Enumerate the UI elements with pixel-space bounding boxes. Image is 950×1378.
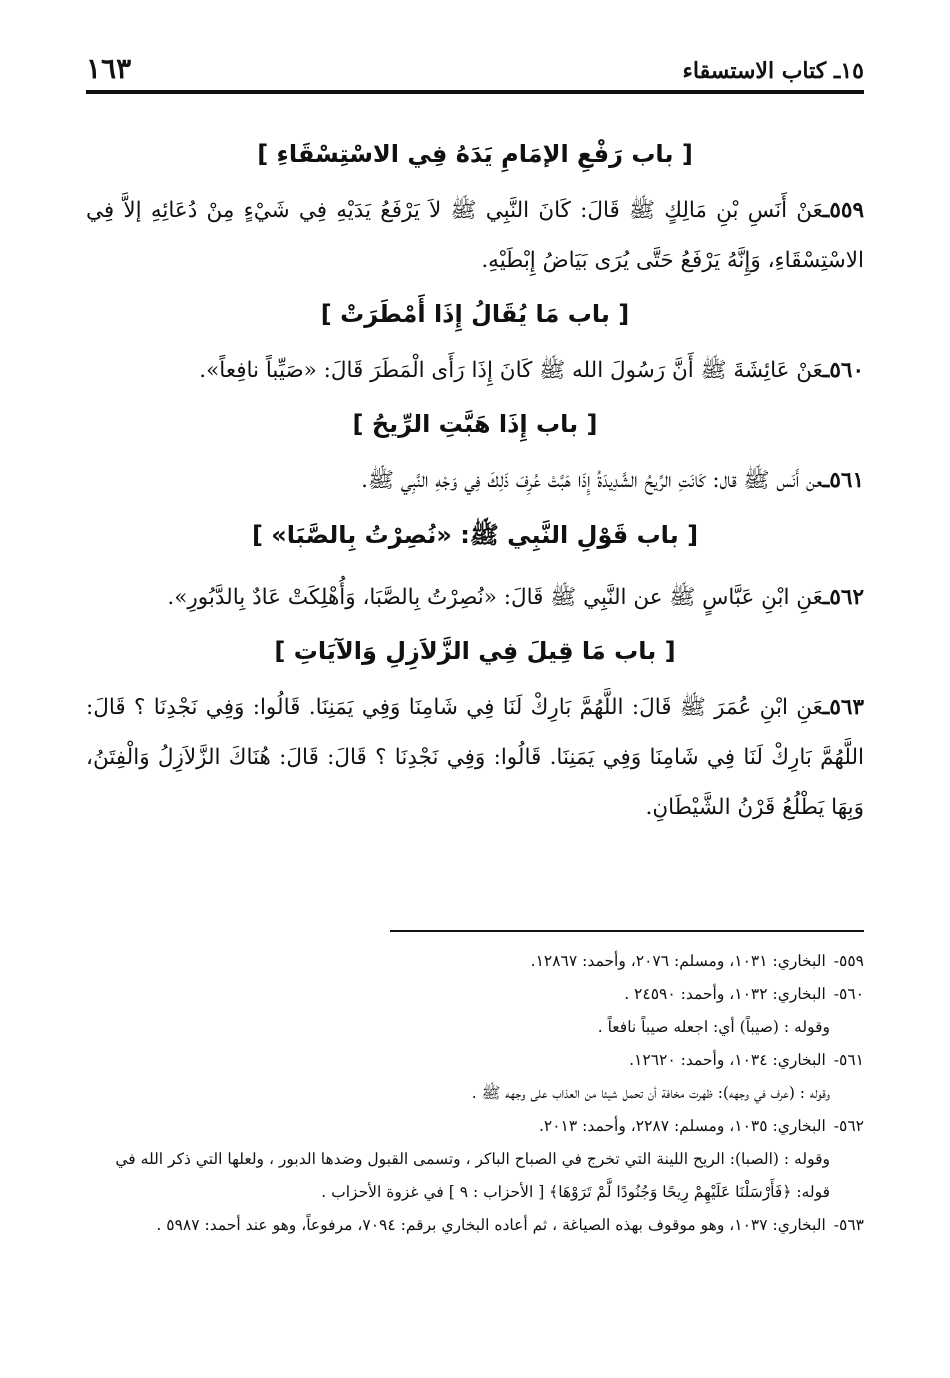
hadith-number: ٥٦٢ـ [823,585,864,610]
footnote-text: وقوله : (صيباً) أي: اجعله صيباً نافعاً . [597,1018,830,1036]
footnote-number: ٥٦٣- [833,1216,864,1234]
chapter-title: ١٥ـ كتاب الاستسقاء [682,58,864,84]
main-text [86,140,864,847]
hadith-text: عَنِ ابْنِ عَبَّاسٍ ﷺ عن النَّبِي ﷺ قَالَ: «نُصِرْتُ بِالصَّبَا، وَأُهْلِكَتْ عَادٌ بِالدَّبُورِ». [167,585,824,610]
footnote-rule [390,930,864,932]
page-number: ١٦٣ [86,52,132,85]
footnote-explanation [82,1011,864,1044]
chapter-heading: [ باب قَوْلِ النَّبِي ﷺ: «نُصِرْتُ بِالصَّبَا» ] [251,521,699,549]
footnote-number: ٥٦٠- [833,985,864,1003]
footnote-text: البخاري: ١٠٣١، ومسلم: ٢٠٧٦، وأحمد: ١٢٨٦٧. [530,952,826,970]
header-rule [86,90,864,94]
footnote [82,1209,864,1242]
hadith [86,456,864,506]
hadith-number: ٥٦٠ـ [823,358,864,383]
hadith-text: عن أَنَس ﷺ قال: كَانَتِ الرِّيحُ الشَّدِيدَةُ إِذَا هَبَّتْ عُرِفَ ذَلِكَ فِي وَجْهِ النَّبِي ﷺ. [361,468,824,493]
section [86,300,864,396]
footnote-text: البخاري: ١٠٣٢، وأحمد: ٢٤٥٩٠ . [624,985,826,1003]
footnote-text: وقوله : (عرف في وجهه): ظهرت مخافة أن تحمل شيئا من العذاب على وجهه ﷺ . [471,1084,830,1102]
footnote-text: البخاري: ١٠٣٤، وأحمد: ١٢٦٢٠. [629,1051,826,1069]
footnote-explanation [82,1077,864,1110]
footnote-number: ٥٦٢- [833,1117,864,1135]
hadith [86,346,864,396]
footnote-text: البخاري: ١٠٣٥، ومسلم: ٢٢٨٧، وأحمد: ٢٠١٣. [538,1117,826,1135]
footnote-text: وقوله : (الصبا): الريح اللينة التي تخرج في الصباح الباكر ، وتسمى القبول وضدها الدبور ، ولعلها التي ذكر الله في قوله: ﴿فَأَرْسَلْنَا عَلَيْهِمْ رِيحًا وَجُنُودًا لَّمْ تَرَوْهَا﴾ [ الأحزاب : ٩ ] في غزوة الأحزاب . [115,1150,830,1201]
footnotes [82,945,864,1242]
footnote [82,1044,864,1077]
hadith-text: عَنْ أَنَسِ بْنِ مَالِكٍ ﷺ قَالَ: كَانَ النَّبِي ﷺ لاَ يَرْفَعُ يَدَيْهِ فِي شَيْءٍ مِنْ دُعَائِهِ إلاَّ فِي الاسْتِسْقَاءِ، وَإِنَّهُ يَرْفَعُ حَتَّى يُرَى بَيَاضُ إِبْطَيْهِ. [86,198,864,273]
footnote [82,978,864,1011]
section [86,140,864,286]
chapter-heading: [ باب مَا قِيلَ فِي الزَّلاَزِلِ وَالآيَاتِ ] [274,637,676,665]
footnote-explanation [82,1143,864,1209]
hadith [86,573,864,623]
section [86,520,864,623]
footnote [82,945,864,978]
hadith-number: ٥٥٩ـ [823,198,864,223]
page-header [86,52,864,92]
footnote [82,1110,864,1143]
section [86,637,864,833]
footnote-number: ٥٦١- [833,1051,864,1069]
footnote-number: ٥٥٩- [833,952,864,970]
footnote-text: البخاري: ١٠٣٧، وهو موقوف بهذه الصياغة ، ثم أعاده البخاري برقم: ٧٠٩٤، مرفوعاً، وهو عند أحمد: ٥٩٨٧ . [156,1216,826,1234]
hadith-text: عَنْ عَائِشَةَ ﷺ أَنَّ رَسُولَ الله ﷺ كَانَ إِذَا رَأَى الْمَطَرَ قَالَ: «صَيِّباً نافِعاً». [199,358,824,383]
hadith [86,186,864,286]
section [86,410,864,506]
hadith [86,683,864,833]
hadith-text: عَنِ ابْنِ عُمَرَ ﷺ قَالَ: اللَّهُمَّ بَارِكْ لَنَا فِي شَامِنَا وَفِي يَمَنِنَا. قَالُوا: وَفِي نَجْدِنَا ؟ قَالَ: اللَّهُمَّ بَارِكْ لَنَا فِي شَامِنَا وَفِي يَمَنِنَا. قَالُوا: وَفِي نَجْدِنَا ؟ قَالَ: قَالَ: هُنَاكَ الزَّلاَزِلُ وَالْفِتَنُ، وَبِهَا يَطْلُعُ قَرْنُ الشَّيْطَانِ. [86,695,864,820]
chapter-heading: [ باب رَفْعِ الإمَامِ يَدَهُ فِي الاسْتِسْقَاءِ ] [257,140,693,168]
chapter-heading: [ باب مَا يُقَالُ إِذَا أَمْطَرَتْ ] [320,300,630,328]
chapter-heading: [ باب إِذَا هَبَّتِ الرِّيحُ ] [352,410,598,438]
hadith-number: ٥٦٣ـ [823,695,864,720]
hadith-number: ٥٦١ـ [823,468,864,493]
